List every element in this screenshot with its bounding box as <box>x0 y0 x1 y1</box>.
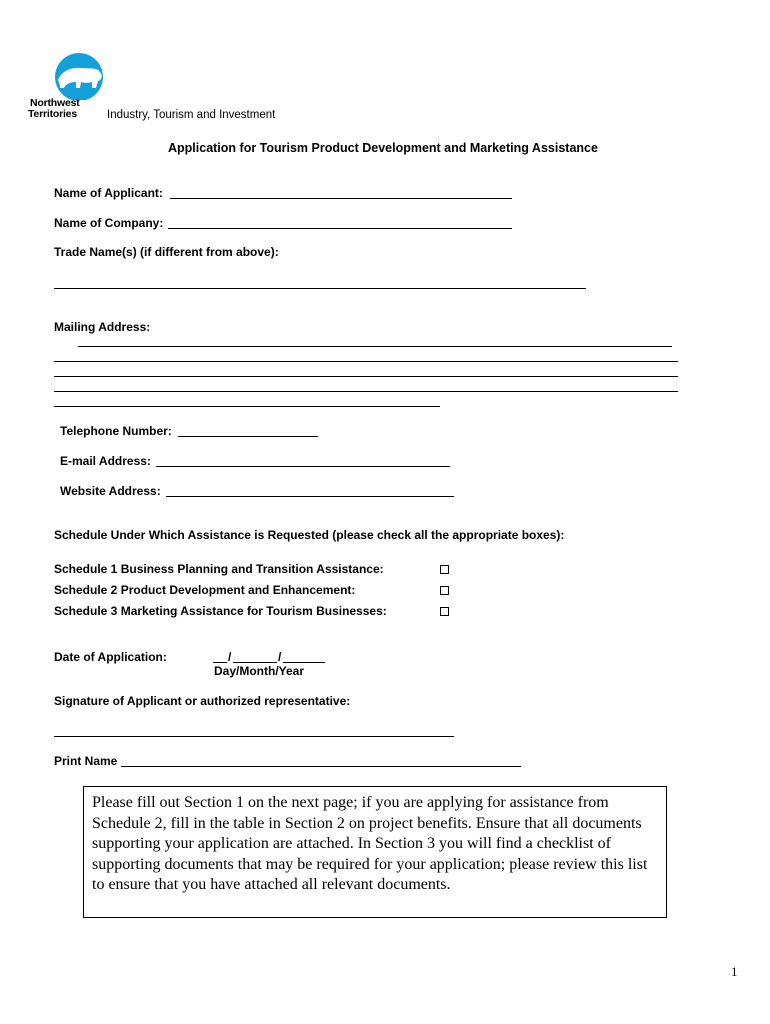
date-month-blank[interactable] <box>233 662 277 663</box>
date-separator-1: / <box>228 650 232 664</box>
page-number: 1 <box>731 964 738 979</box>
instructions-notice: Please fill out Section 1 on the next page; if you are applying for assistance from Schedule 2, fill in the table in Section 2 on project benefits. Ensure that all documents supporting your application are attached. In Section 3 you will find a checklist of supporting documents that may be required for your application; please review this list to ensure that you have attached all relevant documents. <box>83 786 667 918</box>
email-label: E-mail Address: <box>60 454 151 468</box>
schedule-heading: Schedule Under Which Assistance is Requested (please check all the appropriate boxes): <box>54 528 565 542</box>
mailing-address-line-4[interactable] <box>54 391 678 392</box>
mailing-address-line-1[interactable] <box>78 346 672 347</box>
telephone-label: Telephone Number: <box>60 424 172 438</box>
name-of-applicant-label: Name of Applicant: <box>54 186 163 200</box>
signature-label: Signature of Applicant or authorized representative: <box>54 694 351 708</box>
date-separator-2: / <box>278 650 282 664</box>
telephone-field[interactable] <box>178 436 318 437</box>
schedule-3-label: Schedule 3 Marketing Assistance for Tourism Businesses: <box>54 604 387 618</box>
schedule-3-checkbox[interactable] <box>440 607 449 616</box>
name-of-applicant-field[interactable] <box>170 198 512 199</box>
polar-bear-logo-icon <box>48 50 110 100</box>
website-field[interactable] <box>166 496 454 497</box>
org-name-line1: Northwest <box>30 97 80 109</box>
mailing-address-line-2[interactable] <box>54 361 678 362</box>
schedule-1-label: Schedule 1 Business Planning and Transition Assistance: <box>54 562 384 576</box>
print-name-field[interactable] <box>121 766 521 767</box>
schedule-2-label: Schedule 2 Product Development and Enhancement: <box>54 583 356 597</box>
website-label: Website Address: <box>60 484 161 498</box>
nwt-logo <box>28 50 288 130</box>
mailing-address-label: Mailing Address: <box>54 320 151 334</box>
form-title: Application for Tourism Product Development and Marketing Assistance <box>168 141 598 155</box>
department-name: Industry, Tourism and Investment <box>107 109 276 121</box>
name-of-company-field[interactable] <box>168 228 512 229</box>
date-format-hint: Day/Month/Year <box>214 664 305 678</box>
mailing-address-line-5[interactable] <box>54 406 440 407</box>
signature-field[interactable] <box>54 736 454 737</box>
date-year-blank[interactable] <box>283 662 325 663</box>
email-field[interactable] <box>156 466 450 467</box>
org-name-line2: Territories <box>28 108 77 120</box>
date-of-application-label: Date of Application: <box>54 650 167 664</box>
trade-names-label: Trade Name(s) (if different from above): <box>54 245 279 259</box>
date-day-blank[interactable] <box>213 662 227 663</box>
name-of-company-label: Name of Company: <box>54 216 164 230</box>
schedule-1-checkbox[interactable] <box>440 565 449 574</box>
trade-names-field[interactable] <box>54 288 586 289</box>
schedule-2-checkbox[interactable] <box>440 586 449 595</box>
print-name-label: Print Name <box>54 754 118 768</box>
mailing-address-line-3[interactable] <box>54 376 678 377</box>
